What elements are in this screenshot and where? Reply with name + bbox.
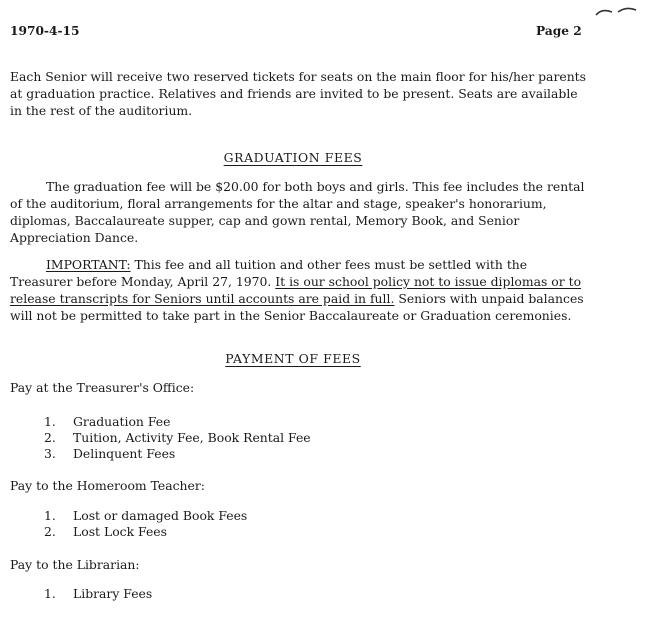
item-text: Library Fees (73, 586, 153, 601)
diploma-policy-text: It is our school policy not to issue diplomas or to release transcripts for Seniors until accounts are paid in full. (10, 274, 582, 306)
payment-of-fees-heading: PAYMENT OF FEES (225, 351, 361, 366)
homeroom-teacher-label: Pay to the Homeroom Teacher: (10, 478, 205, 493)
list-item (44, 446, 311, 462)
document-date: 1970-4-15 (10, 24, 80, 38)
item-text: Lost or damaged Book Fees (73, 508, 248, 523)
librarian-label: Pay to the Librarian: (10, 557, 140, 572)
list-item (44, 524, 247, 540)
item-text: Lost Lock Fees (73, 524, 167, 539)
item-text: Tuition, Activity Fee, Book Rental Fee (73, 430, 311, 445)
intro-paragraph: Each Senior will receive two reserved tickets for seats on the main floor for his/her parents at graduation practice. Relatives and friends are invited to be present. Seats are available in the rest of the auditorium. (10, 69, 587, 118)
graduation-fee-paragraph: The graduation fee will be $20.00 for both boys and girls. This fee includes the rental of the auditorium, floral arrangements for the altar and stage, speaker's honorarium, diplomas, Baccalaureate supper, cap and gown rental, Memory Book, and Senior Appreciation Dance. (10, 179, 585, 245)
item-number: 2. (44, 430, 56, 445)
list-item (44, 586, 152, 602)
list-item (44, 508, 247, 524)
item-number: 3. (44, 446, 56, 461)
treasurer-office-label: Pay at the Treasurer's Office: (10, 380, 195, 395)
treasurer-fee-list (44, 414, 311, 462)
librarian-fee-list (44, 586, 152, 602)
homeroom-fee-list (44, 508, 247, 540)
important-paragraph (10, 256, 590, 324)
important-label: IMPORTANT: (46, 257, 131, 272)
list-item (44, 414, 311, 430)
graduation-fees-heading: GRADUATION FEES (223, 150, 363, 165)
item-text: Graduation Fee (73, 414, 171, 429)
item-number: 1. (44, 508, 56, 523)
item-number: 2. (44, 524, 56, 539)
item-number: 1. (44, 586, 56, 601)
list-item (44, 430, 311, 446)
important-text-2: Seniors with unpaid balances will not be permitted to take part in the Senior Baccalaureate or Graduation ceremonies. (10, 291, 584, 323)
item-text: Delinquent Fees (73, 446, 176, 461)
page-number: Page 2 (536, 24, 582, 38)
important-text-1: This fee and all tuition and other fees must be settled with the Treasurer before Monday, April 27, 1970. (10, 257, 528, 289)
pen-mark-icon (594, 4, 638, 18)
item-number: 1. (44, 414, 56, 429)
